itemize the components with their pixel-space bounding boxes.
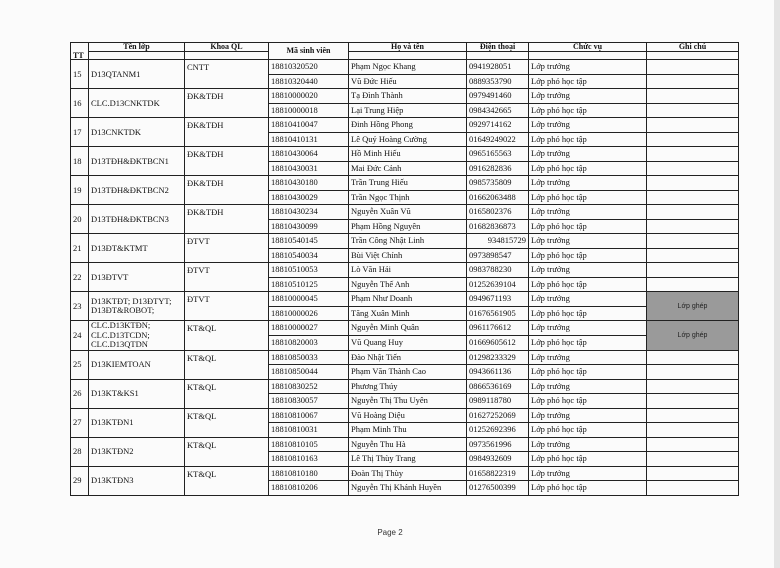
position: Lớp phó học tập: [529, 452, 647, 467]
class-name: CLC.D13KTĐN; CLC.D13TCDN; CLC.D13QTDN: [89, 321, 185, 351]
student-name: Hồ Minh Hiếu: [349, 147, 467, 162]
position: Lớp trưởng: [529, 408, 647, 423]
student-name: Vũ Quang Huy: [349, 335, 467, 350]
student-id: 18810850044: [269, 365, 349, 380]
header-msv: Mã sinh viên: [269, 43, 349, 60]
note-cell: [647, 74, 739, 89]
position: Lớp trưởng: [529, 205, 647, 220]
student-id: 18810540034: [269, 248, 349, 263]
position: Lớp trưởng: [529, 379, 647, 394]
class-name: D13KTĐN3: [89, 466, 185, 495]
faculty: KT&QL: [185, 379, 269, 408]
phone-number: 0961176612: [467, 321, 529, 336]
faculty: ĐTVT: [185, 234, 269, 263]
student-id: 18810810180: [269, 466, 349, 481]
phone-number: 0989118780: [467, 394, 529, 409]
table-row: [71, 437, 739, 452]
note-cell: [647, 89, 739, 104]
phone-number: 01682836873: [467, 219, 529, 234]
position: Lớp trưởng: [529, 321, 647, 336]
student-name: Lê Quý Hoàng Cường: [349, 132, 467, 147]
position: Lớp phó học tập: [529, 306, 647, 321]
note-cell: [647, 161, 739, 176]
student-id: 18810810067: [269, 408, 349, 423]
note-cell: [647, 408, 739, 423]
table-header-row-2: [71, 52, 739, 60]
student-id: 18810830057: [269, 394, 349, 409]
table-header-row: [71, 43, 739, 52]
phone-number: 01298233329: [467, 350, 529, 365]
position: Lớp trưởng: [529, 118, 647, 133]
student-name: Tăng Xuân Minh: [349, 306, 467, 321]
note-cell: [647, 452, 739, 467]
class-name: D13KTĐN2: [89, 437, 185, 466]
phone-number: 01669605612: [467, 335, 529, 350]
table-row: [71, 408, 739, 423]
student-name: Mai Đức Cảnh: [349, 161, 467, 176]
position: Lớp phó học tập: [529, 365, 647, 380]
student-name: Trần Ngọc Thịnh: [349, 190, 467, 205]
row-number: 26: [71, 379, 89, 408]
faculty: ĐK&TĐH: [185, 205, 269, 234]
position: Lớp trưởng: [529, 263, 647, 278]
class-name: D13KIEMTOAN: [89, 350, 185, 379]
row-number: 28: [71, 437, 89, 466]
student-id: 18810510125: [269, 277, 349, 292]
student-id: 18810430064: [269, 147, 349, 162]
position: Lớp phó học tập: [529, 103, 647, 118]
student-id: 18810000026: [269, 306, 349, 321]
note-cell: [647, 481, 739, 496]
table-row: [71, 147, 739, 162]
note-cell: [647, 60, 739, 75]
phone-number: 0889353790: [467, 74, 529, 89]
student-name: Đoàn Thị Thùy: [349, 466, 467, 481]
table-row: [71, 466, 739, 481]
student-id: 18810000027: [269, 321, 349, 336]
note-cell: [647, 379, 739, 394]
student-name: Nguyễn Thế Anh: [349, 277, 467, 292]
student-name: Tạ Đình Thành: [349, 89, 467, 104]
phone-number: 01676561905: [467, 306, 529, 321]
student-id: 18810810105: [269, 437, 349, 452]
student-id: 18810000045: [269, 292, 349, 307]
note-cell: [647, 205, 739, 220]
phone-number: 0165802376: [467, 205, 529, 220]
table-row: [71, 118, 739, 133]
class-name: D13ĐTVT: [89, 263, 185, 292]
student-id: 18810430099: [269, 219, 349, 234]
student-id: 18810810163: [269, 452, 349, 467]
position: Lớp phó học tập: [529, 248, 647, 263]
student-name: Bùi Việt Chính: [349, 248, 467, 263]
note-cell: [647, 350, 739, 365]
note-cell: [647, 437, 739, 452]
faculty: ĐTVT: [185, 263, 269, 292]
note-cell: [647, 132, 739, 147]
student-id: 18810810031: [269, 423, 349, 438]
position: Lớp phó học tập: [529, 277, 647, 292]
table-row: [71, 321, 739, 336]
table-row: [71, 176, 739, 191]
student-name: Đinh Hồng Phong: [349, 118, 467, 133]
table-row: [71, 263, 739, 278]
phone-number: 934815729: [467, 234, 529, 249]
row-number: 18: [71, 147, 89, 176]
class-name: D13ĐT&KTMT: [89, 234, 185, 263]
faculty: KT&QL: [185, 408, 269, 437]
class-name: D13KTĐT; D13ĐTYT; D13ĐT&ROBOT;: [89, 292, 185, 321]
note-cell: [647, 219, 739, 234]
student-name: Phạm Ngọc Khang: [349, 60, 467, 75]
position: Lớp trưởng: [529, 350, 647, 365]
row-number: 25: [71, 350, 89, 379]
student-id: 18810000020: [269, 89, 349, 104]
table-body: [71, 60, 739, 496]
student-name: Nguyễn Thị Thu Uyên: [349, 394, 467, 409]
student-id: 18810430234: [269, 205, 349, 220]
phone-number: 0973561996: [467, 437, 529, 452]
note-cell: [647, 234, 739, 249]
phone-number: 01252692396: [467, 423, 529, 438]
note-cell: [647, 118, 739, 133]
header-chuc-vu: Chức vụ: [529, 43, 647, 52]
student-name: Lại Trung Hiệp: [349, 103, 467, 118]
position: Lớp trưởng: [529, 292, 647, 307]
note-cell: [647, 277, 739, 292]
student-name: Phạm Văn Thành Cao: [349, 365, 467, 380]
row-number: 17: [71, 118, 89, 147]
position: Lớp phó học tập: [529, 190, 647, 205]
position: Lớp phó học tập: [529, 335, 647, 350]
phone-number: 0916282836: [467, 161, 529, 176]
student-name: Nguyễn Xuân Vũ: [349, 205, 467, 220]
student-id: 18810430180: [269, 176, 349, 191]
student-id: 18810430031: [269, 161, 349, 176]
position: Lớp trưởng: [529, 176, 647, 191]
row-number: 19: [71, 176, 89, 205]
table-row: [71, 350, 739, 365]
phone-number: 0941928051: [467, 60, 529, 75]
position: Lớp phó học tập: [529, 161, 647, 176]
phone-number: 0965165563: [467, 147, 529, 162]
class-name: D13KTĐN1: [89, 408, 185, 437]
header-dien-thoai: Điện thoại: [467, 43, 529, 52]
faculty: KT&QL: [185, 321, 269, 351]
position: Lớp phó học tập: [529, 132, 647, 147]
class-name: D13QTANM1: [89, 60, 185, 89]
note-cell: [647, 176, 739, 191]
table-row: [71, 292, 739, 307]
phone-number: 01658822319: [467, 466, 529, 481]
phone-number: 0984342665: [467, 103, 529, 118]
note-cell: Lớp ghép: [647, 292, 739, 321]
row-number: 21: [71, 234, 89, 263]
position: Lớp phó học tập: [529, 394, 647, 409]
faculty: KT&QL: [185, 437, 269, 466]
student-name: Phạm Minh Thu: [349, 423, 467, 438]
faculty: ĐK&TĐH: [185, 176, 269, 205]
note-cell: [647, 466, 739, 481]
position: Lớp trưởng: [529, 466, 647, 481]
phone-number: 01627252069: [467, 408, 529, 423]
header-ghi-chu: Ghi chú: [647, 43, 739, 52]
position: Lớp phó học tập: [529, 481, 647, 496]
position: Lớp trưởng: [529, 234, 647, 249]
table-row: [71, 89, 739, 104]
class-name: D13CNKTDK: [89, 118, 185, 147]
note-cell: [647, 147, 739, 162]
student-name: Trần Công Nhật Linh: [349, 234, 467, 249]
student-id: 18810430029: [269, 190, 349, 205]
student-name: Nguyễn Minh Quân: [349, 321, 467, 336]
phone-number: 01252639104: [467, 277, 529, 292]
position: Lớp phó học tập: [529, 423, 647, 438]
row-number: 16: [71, 89, 89, 118]
class-name: D13KT&KS1: [89, 379, 185, 408]
phone-number: 01649249022: [467, 132, 529, 147]
header-ho-ten: Họ và tên: [349, 43, 467, 52]
phone-number: 01662063488: [467, 190, 529, 205]
class-officers-table: [70, 42, 739, 496]
header-ten-lop: Tên lớp: [89, 43, 185, 52]
note-cell: [647, 263, 739, 278]
row-number: 23: [71, 292, 89, 321]
student-id: 18810000018: [269, 103, 349, 118]
note-cell: [647, 423, 739, 438]
position: Lớp trưởng: [529, 89, 647, 104]
student-name: Phạm Hồng Nguyên: [349, 219, 467, 234]
row-number: 20: [71, 205, 89, 234]
student-name: Phạm Như Doanh: [349, 292, 467, 307]
student-name: Đào Nhật Tiến: [349, 350, 467, 365]
position: Lớp trưởng: [529, 60, 647, 75]
faculty: ĐK&TĐH: [185, 118, 269, 147]
note-cell: [647, 190, 739, 205]
position: Lớp phó học tập: [529, 74, 647, 89]
student-id: 18810830252: [269, 379, 349, 394]
phone-number: 0943661136: [467, 365, 529, 380]
student-id: 18810510053: [269, 263, 349, 278]
table-row: [71, 379, 739, 394]
table-row: [71, 205, 739, 220]
phone-number: 0866536169: [467, 379, 529, 394]
student-id: 18810410131: [269, 132, 349, 147]
student-id: 18810810206: [269, 481, 349, 496]
student-name: Vũ Đức Hiếu: [349, 74, 467, 89]
student-id: 18810320520: [269, 60, 349, 75]
faculty: CNTT: [185, 60, 269, 89]
student-id: 18810320440: [269, 74, 349, 89]
class-name: D13TĐH&ĐKTBCN3: [89, 205, 185, 234]
faculty: ĐK&TĐH: [185, 147, 269, 176]
note-cell: [647, 365, 739, 380]
note-cell: Lớp ghép: [647, 321, 739, 351]
position: Lớp phó học tập: [529, 219, 647, 234]
row-number: 24: [71, 321, 89, 351]
student-name: Trần Trung Hiếu: [349, 176, 467, 191]
class-name: CLC.D13CNKTDK: [89, 89, 185, 118]
faculty: KT&QL: [185, 350, 269, 379]
student-name: Lê Thị Thùy Trang: [349, 452, 467, 467]
phone-number: 0949671193: [467, 292, 529, 307]
position: Lớp trưởng: [529, 437, 647, 452]
student-name: Nguyễn Thị Khánh Huyền: [349, 481, 467, 496]
header-khoa: Khoa QL: [185, 43, 269, 52]
row-number: 27: [71, 408, 89, 437]
phone-number: 0984932609: [467, 452, 529, 467]
phone-number: 01276500399: [467, 481, 529, 496]
student-name: Phương Thúy: [349, 379, 467, 394]
position: Lớp trưởng: [529, 147, 647, 162]
student-id: 18810850033: [269, 350, 349, 365]
phone-number: 0973898547: [467, 248, 529, 263]
class-name: D13TĐH&ĐKTBCN2: [89, 176, 185, 205]
phone-number: 0983788230: [467, 263, 529, 278]
phone-number: 0979491460: [467, 89, 529, 104]
table-row: [71, 234, 739, 249]
table-row: [71, 60, 739, 75]
class-name: D13TĐH&ĐKTBCN1: [89, 147, 185, 176]
phone-number: 0985735809: [467, 176, 529, 191]
note-cell: [647, 103, 739, 118]
student-name: Nguyễn Thu Hà: [349, 437, 467, 452]
student-name: Lò Văn Hải: [349, 263, 467, 278]
student-name: Vũ Hoàng Diệu: [349, 408, 467, 423]
student-id: 18810410047: [269, 118, 349, 133]
row-number: 15: [71, 60, 89, 89]
faculty: ĐTVT: [185, 292, 269, 321]
page-footer: Page 2: [377, 528, 403, 537]
faculty: ĐK&TĐH: [185, 89, 269, 118]
note-cell: [647, 394, 739, 409]
page-edge: [774, 0, 780, 568]
faculty: KT&QL: [185, 466, 269, 495]
row-number: 29: [71, 466, 89, 495]
student-id: 18810540145: [269, 234, 349, 249]
note-cell: [647, 248, 739, 263]
phone-number: 0929714162: [467, 118, 529, 133]
student-id: 18810820003: [269, 335, 349, 350]
header-tt: TT: [71, 52, 89, 60]
row-number: 22: [71, 263, 89, 292]
